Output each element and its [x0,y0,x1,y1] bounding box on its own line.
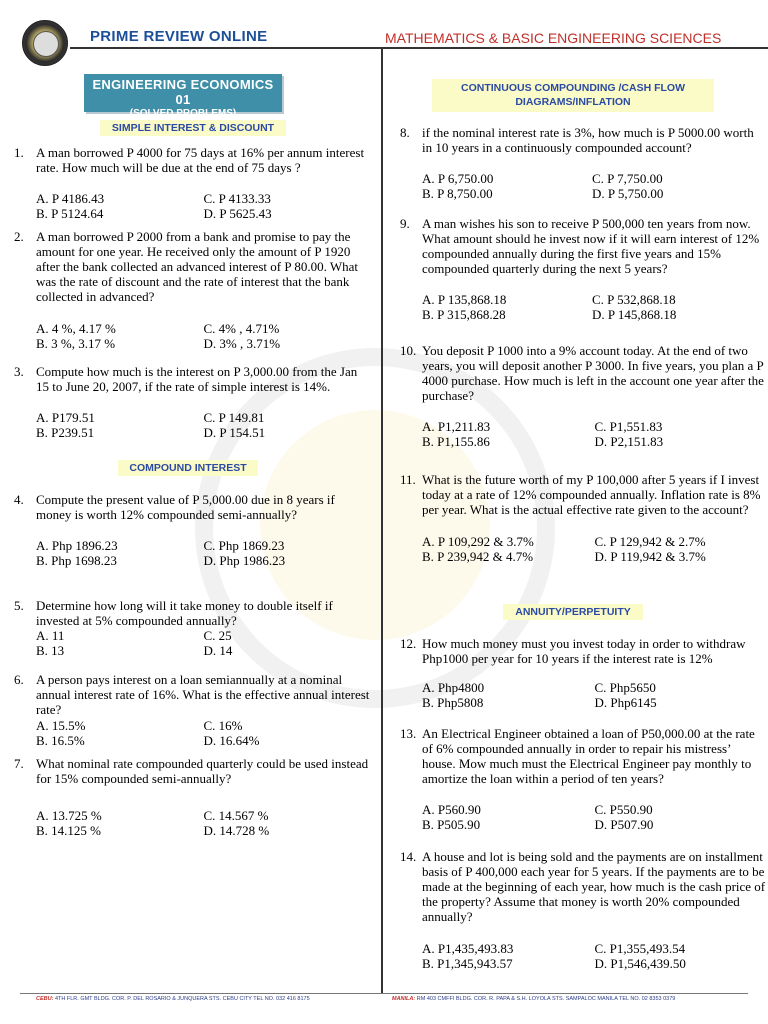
answer-options [422,171,762,201]
answer-option: D. 14.728 % [203,823,270,838]
answer-option: D. P 119,942 & 3.7% [594,549,706,564]
question-stem: What nominal rate compounded quarterly could be used instead for 15% compounded semi-annually? [36,756,369,786]
answer-option: B. 3 %, 3.17 % [36,336,116,351]
answer-option: D. 14 [203,643,233,658]
answer-option: B. P1,155.86 [422,434,490,449]
question-stem: What is the future worth of my P 100,000 after 5 years if I invest today at a rate of 12% compounded annually. Inflation rate is 8% per year. What is the actual effective rate given to the account? [422,472,761,517]
question-stem: A man wishes his son to receive P 500,000 ten years from now. What amount should he invest now if it will earn interest of 12% compounded annually during the first five years and 15% compounded quarterly during the next 5 years? [422,216,760,276]
answer-option: A. P 135,868.18 [422,292,507,307]
question-body [36,756,371,838]
answer-option: D. P507.90 [594,817,654,832]
answer-option: B. 14.125 % [36,823,101,838]
answer-option: A. P179.51 [36,410,95,425]
question-body [36,598,371,658]
footer-manila-label: MANILA: [392,996,416,1002]
question-number: 8. [400,125,410,140]
answer-option: D. Php 1986.23 [203,553,286,568]
document-title [84,74,282,119]
question-body [36,229,371,351]
answer-option: A. 13.725 % [36,808,102,823]
answer-option: B. Php 1698.23 [36,553,117,568]
answer-option: C. P 4133.33 [203,191,271,206]
title-line-1: ENGINEERING ECONOMICS 01 [92,77,274,107]
question-body [36,145,371,221]
section-annuity: ANNUITY/PERPETUITY [503,604,643,620]
answer-options [422,941,767,971]
question-number: 5. [14,598,24,613]
answer-options [422,292,762,322]
answer-option: C. P 129,942 & 2.7% [594,534,706,549]
answer-options [422,680,767,710]
question-body [36,672,371,748]
question-number: 14. [400,849,417,864]
answer-option: C. P 532,868.18 [592,292,676,307]
answer-option: A. 11 [36,628,65,643]
question-stem: A house and lot is being sold and the payments are on installment basis of P 400,000 each year for 5 years. If the payments are to be made at the beginning of each year, how much is the cash price of the property? Assume that money is worth 20% compounded annually? [422,849,766,924]
question-stem: You deposit P 1000 into a 9% account today. At the end of two years, you will deposit another P 3000. In five years, you plan a P 4000 purchase. How much is left in the account one year after the purchase? [422,343,764,403]
question-stem: A man borrowed P 4000 for 75 days at 16% per annum interest rate. How much will be due at the end of 75 days ? [36,145,365,175]
page-header [0,0,768,62]
answer-option: C. P550.90 [594,802,653,817]
footer-divider [20,993,748,994]
answer-option: C. 14.567 % [203,808,269,823]
answer-option: A. P1,211.83 [422,419,491,434]
answer-option: B. P 8,750.00 [422,186,493,201]
header-divider [70,47,768,49]
question-stem: An Electrical Engineer obtained a loan of P50,000.00 at the rate of 6% compounded annually in order to repair his mistress’ house. Mow much must the Electrical Engineer pay monthly to amortize the loan within a period of ten years? [422,726,755,786]
answer-option: C. P1,551.83 [594,419,663,434]
question-body [36,364,371,440]
section-compound-interest: COMPOUND INTEREST [118,460,258,476]
answer-option: A. Php 1896.23 [36,538,118,553]
answer-option: C. P 149.81 [203,410,265,425]
answer-option: D. P2,151.83 [594,434,664,449]
answer-option: C. 4% , 4.71% [203,321,280,336]
answer-option: B. P1,345,943.57 [422,956,513,971]
footer-manila-address: RM 403 CMFFI BLDG. COR. R. PAPA & S.H. LOYOLA STS. SAMPALOC MANILA TEL NO. 02 8353 0379 [416,996,676,1002]
answer-option: D. P 5,750.00 [592,186,664,201]
answer-option: A. P560.90 [422,802,481,817]
answer-option: A. P 109,292 & 3.7% [422,534,534,549]
question-body [422,125,762,201]
answer-option: D. Php6145 [594,695,657,710]
question-stem: How much money must you invest today in order to withdraw Php1000 per year for 10 years if the interest rate is 12% [422,636,746,666]
answer-option: D. P 5625.43 [203,206,272,221]
answer-options [422,802,767,832]
answer-option: C. Php5650 [594,680,656,695]
question-body [422,636,767,710]
question-body [36,492,371,568]
question-number: 12. [400,636,417,651]
answer-options [422,534,767,564]
answer-option: A. Php4800 [422,680,485,695]
question-body [422,472,767,564]
question-stem: Compute the present value of P 5,000.00 due in 8 years if money is worth 12% compounded semi-annually? [36,492,335,522]
footer-manila [392,996,675,1002]
answer-option: B. P 315,868.28 [422,307,506,322]
answer-option: B. P 239,942 & 4.7% [422,549,534,564]
answer-option: C. P 7,750.00 [592,171,663,186]
answer-option: B. 16.5% [36,733,85,748]
answer-option: A. 15.5% [36,718,86,733]
answer-option: B. P505.90 [422,817,481,832]
logo-center [33,31,59,57]
answer-option: D. P 145,868.18 [592,307,677,322]
answer-option: C. 16% [203,718,243,733]
footer-cebu-label: CEBU: [36,996,54,1002]
prime-logo-icon [22,20,68,66]
answer-option: C. Php 1869.23 [203,538,285,553]
answer-option: B. P 5124.64 [36,206,104,221]
question-stem: A man borrowed P 2000 from a bank and promise to pay the amount for one year. He received only the amount of P 1920 after the bank collected an advanced interest of P 80.00. What was the rate of discount and the rate of interest that the bank collected in advanced? [36,229,358,304]
column-divider [381,49,383,993]
question-number: 4. [14,492,24,507]
question-stem: Compute how much is the interest on P 3,000.00 from the Jan 15 to June 20, 2007, if the rate of simple interest is 14%. [36,364,358,394]
question-body [422,216,762,322]
answer-option: B. 13 [36,643,65,658]
question-number: 1. [14,145,24,160]
answer-options [36,628,371,658]
title-line-2: (SOLVED PROBLEMS) [129,108,237,119]
answer-options [36,808,371,838]
answer-options [36,321,371,351]
footer-cebu [36,996,310,1002]
question-stem: A person pays interest on a loan semiannually at a nominal annual interest rate of 16%. What is the effective annual interest rate? [36,672,370,717]
answer-option: D. 3% , 3.71% [203,336,281,351]
section-continuous: CONTINUOUS COMPOUNDING /CASH FLOW DIAGRAMS/INFLATION [432,79,714,112]
answer-option: B. Php5808 [422,695,484,710]
question-body [422,849,767,971]
answer-options [36,538,371,568]
answer-option: D. 16.64% [203,733,260,748]
answer-option: D. P1,546,439.50 [594,956,686,971]
question-stem: if the nominal interest rate is 3%, how much is P 5000.00 worth in 10 years in a continuously compounded account? [422,125,754,155]
answer-option: C. P1,355,493.54 [594,941,686,956]
question-number: 7. [14,756,24,771]
question-body [422,343,767,449]
answer-option: C. 25 [203,628,232,643]
question-number: 3. [14,364,24,379]
answer-options [36,410,371,440]
answer-option: B. P239.51 [36,425,95,440]
question-number: 11. [400,472,416,487]
answer-option: D. P 154.51 [203,425,266,440]
answer-option: A. P1,435,493.83 [422,941,514,956]
question-number: 9. [400,216,410,231]
answer-options [36,718,371,748]
footer-cebu-address: 4TH FLR. GMT BLDG. COR. P. DEL ROSARIO & JUNQUERA STS. CEBU CITY TEL NO. 032 416 8175 [54,996,310,1002]
question-number: 6. [14,672,24,687]
answer-option: A. P 4186.43 [36,191,105,206]
section-simple-interest: SIMPLE INTEREST & DISCOUNT [100,120,286,136]
question-number: 2. [14,229,24,244]
question-number: 13. [400,726,417,741]
subject-title: MATHEMATICS & BASIC ENGINEERING SCIENCES [385,30,722,46]
answer-option: A. P 6,750.00 [422,171,494,186]
answer-option: A. 4 %, 4.17 % [36,321,116,336]
answer-options [422,419,767,449]
brand-name: PRIME REVIEW ONLINE [90,28,268,45]
answer-options [36,191,371,221]
question-stem: Determine how long will it take money to double itself if invested at 5% compounded annually? [36,598,333,628]
question-body [422,726,767,832]
question-number: 10. [400,343,417,358]
